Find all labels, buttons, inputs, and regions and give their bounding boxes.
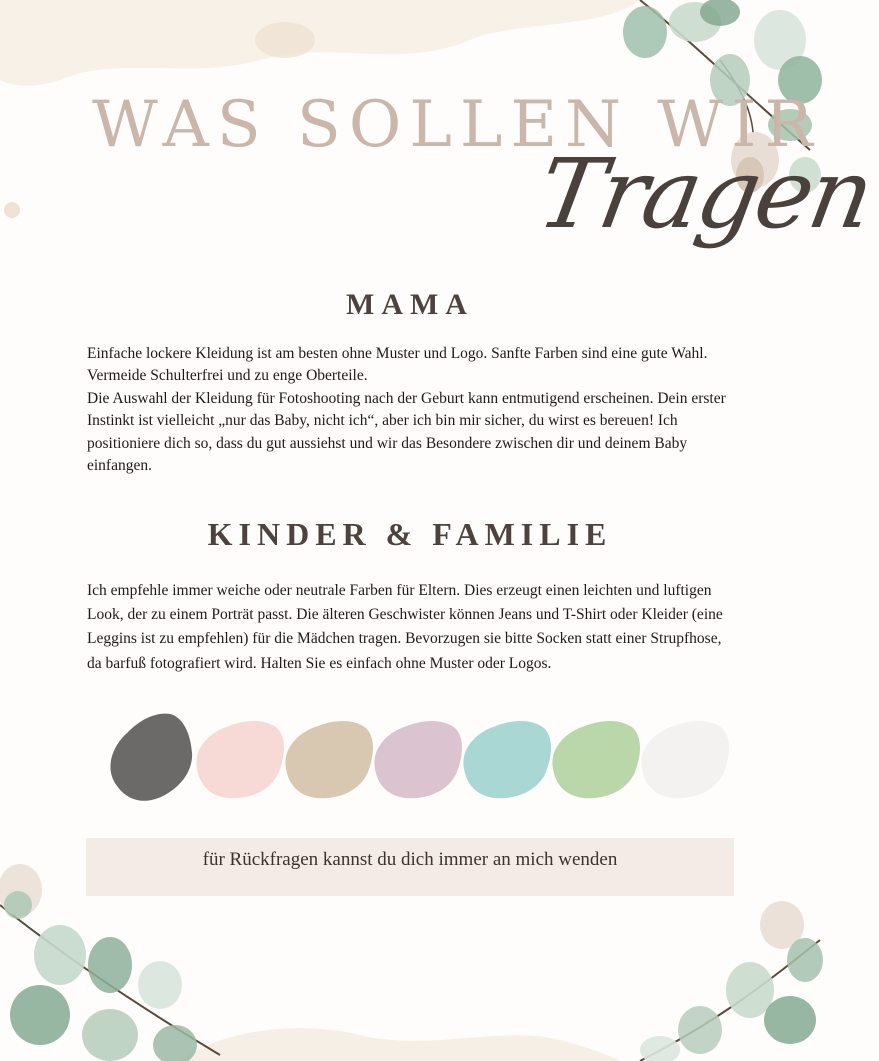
color-palette — [100, 714, 730, 804]
section-heading-kinder: KINDER & FAMILIE — [207, 516, 613, 552]
color-swatch — [545, 714, 643, 802]
section-text-kinder: Ich empfehle immer weiche oder neutrale Farben für Eltern. Dies erzeugt einen leichten und luftigen Look, der zu einem Porträt passt. Die älteren Geschwister können Jeans und T-Shirt oder Kleider (eine Leggins ist zu empfehlen) für die Mädchen tragen. Bevorzugen sie bitte Socken statt einer Strupfhose, da barfuß fotografiert wird. Halten Sie es einfach ohne Muster oder Logos. — [87, 582, 723, 672]
color-swatch — [456, 714, 554, 802]
contact-banner-text: für Rückfragen kannst du dich immer an mich wenden — [202, 849, 618, 870]
section-heading-mama: MAMA — [346, 288, 474, 321]
section-text-mama: Einfache lockere Kleidung ist am besten ohne Muster und Logo. Sanfte Farben sind eine gute Wahl. Vermeide Schulterfrei und zu enge Oberteile. Die Auswahl der Kleidung für Fotoshooting nach der Geburt kann entmutigend erscheinen. Dein erster Instinkt ist vielleicht „nur das Baby, nicht ich“, aber ich bin mir sicher, du wirst es bereuen! Ich positioniere dich so, dass du gut aussiehst und wir das Besondere zwischen dir und deinem Baby einfangen. — [87, 345, 726, 475]
page-title: WAS SOLLEN WIR — [92, 88, 821, 162]
contact-banner — [86, 838, 734, 896]
color-swatch — [634, 714, 732, 802]
color-swatch — [278, 714, 376, 802]
color-swatch — [189, 714, 287, 802]
eucalyptus-branch-icon — [600, 900, 820, 1061]
page-title-script: Tragen — [530, 138, 879, 250]
color-swatch — [100, 714, 198, 802]
color-swatch — [367, 714, 465, 802]
